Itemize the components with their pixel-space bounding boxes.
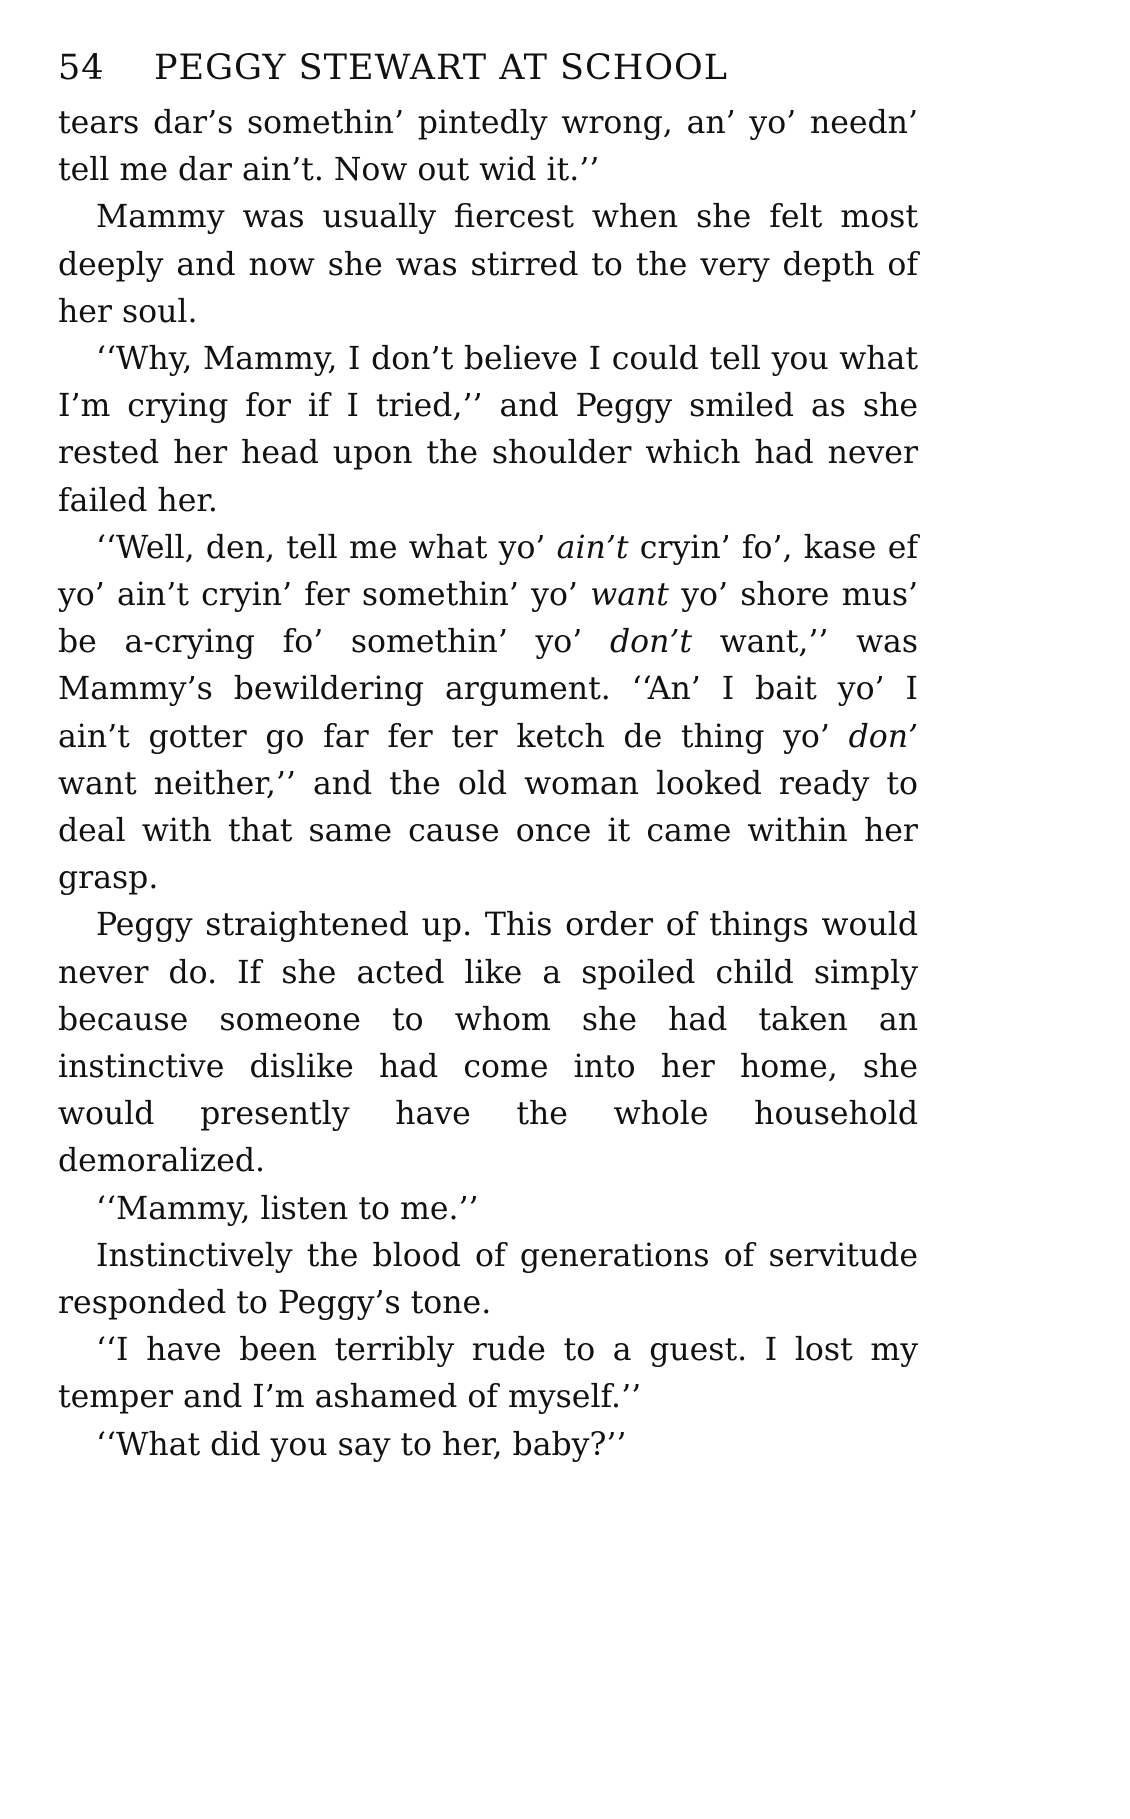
- text-run: yo’ shore mus’ be a-crying fo’ somethin’ yo’: [58, 577, 918, 661]
- text-run: Instinctively the blood of generations of servitude responded to Peggy’s tone.: [58, 1237, 918, 1322]
- text-run: ‘‘I have been terribly rude to a guest. I lost my temper and I’m ashamed of myself.’’: [58, 1332, 918, 1416]
- text-run: want,’’ was Mammy’s bewildering argument. ‘‘An’ I bait yo’ I ain’t gotter go far fer ter ketch de thing yo’: [58, 624, 918, 755]
- text-run: Peggy straightened up. This order of things would never do. If she acted like a spoiled child simply because someone to whom she had taken an instinctive dislike had come into her home, she would presently have the whole household demoralized.: [58, 907, 918, 1180]
- italic-text: don’t: [609, 624, 693, 661]
- text-run: tears dar’s somethin’ pintedly wrong, an’ yo’ needn’ tell me dar ain’t. Now out wid it.’’: [58, 105, 918, 189]
- text-run: ‘‘What did you say to her, baby?’’: [96, 1426, 627, 1463]
- body-text: [58, 100, 918, 1469]
- text-run: Mammy was usually fiercest when she felt most deeply and now she was stirred to the very depth of her soul.: [58, 199, 918, 330]
- paragraph: [58, 194, 918, 336]
- text-run: ‘‘Well, den, tell me what yo’: [96, 529, 557, 566]
- italic-text: ain’t: [556, 529, 629, 566]
- paragraph: [58, 902, 918, 1185]
- paragraph: [58, 525, 918, 903]
- paragraph: [58, 100, 918, 194]
- running-head: [58, 40, 918, 100]
- book-page: [58, 40, 918, 1469]
- italic-text: want: [590, 577, 669, 614]
- paragraph: [58, 336, 918, 525]
- page-number: 54: [58, 48, 105, 88]
- paragraph: [58, 1233, 918, 1327]
- text-run: ‘‘Why, Mammy, I don’t believe I could tell you what I’m crying for if I tried,’’ and Peggy smiled as she rested her head upon the shoulder which had never failed her.: [58, 341, 918, 519]
- paragraph: [58, 1327, 918, 1421]
- text-run: cryin’ fo’, kase ef yo’ ain’t cryin’ fer somethin’ yo’: [58, 529, 918, 614]
- running-title: PEGGY STEWART AT SCHOOL: [154, 48, 728, 88]
- italic-text: don’: [848, 718, 918, 755]
- paragraph: [58, 1186, 918, 1233]
- text-run: want neither,’’ and the old woman looked ready to deal with that same cause once it came within her grasp.: [58, 765, 918, 897]
- text-run: ‘‘Mammy, listen to me.’’: [96, 1190, 479, 1227]
- paragraph: [58, 1422, 918, 1469]
